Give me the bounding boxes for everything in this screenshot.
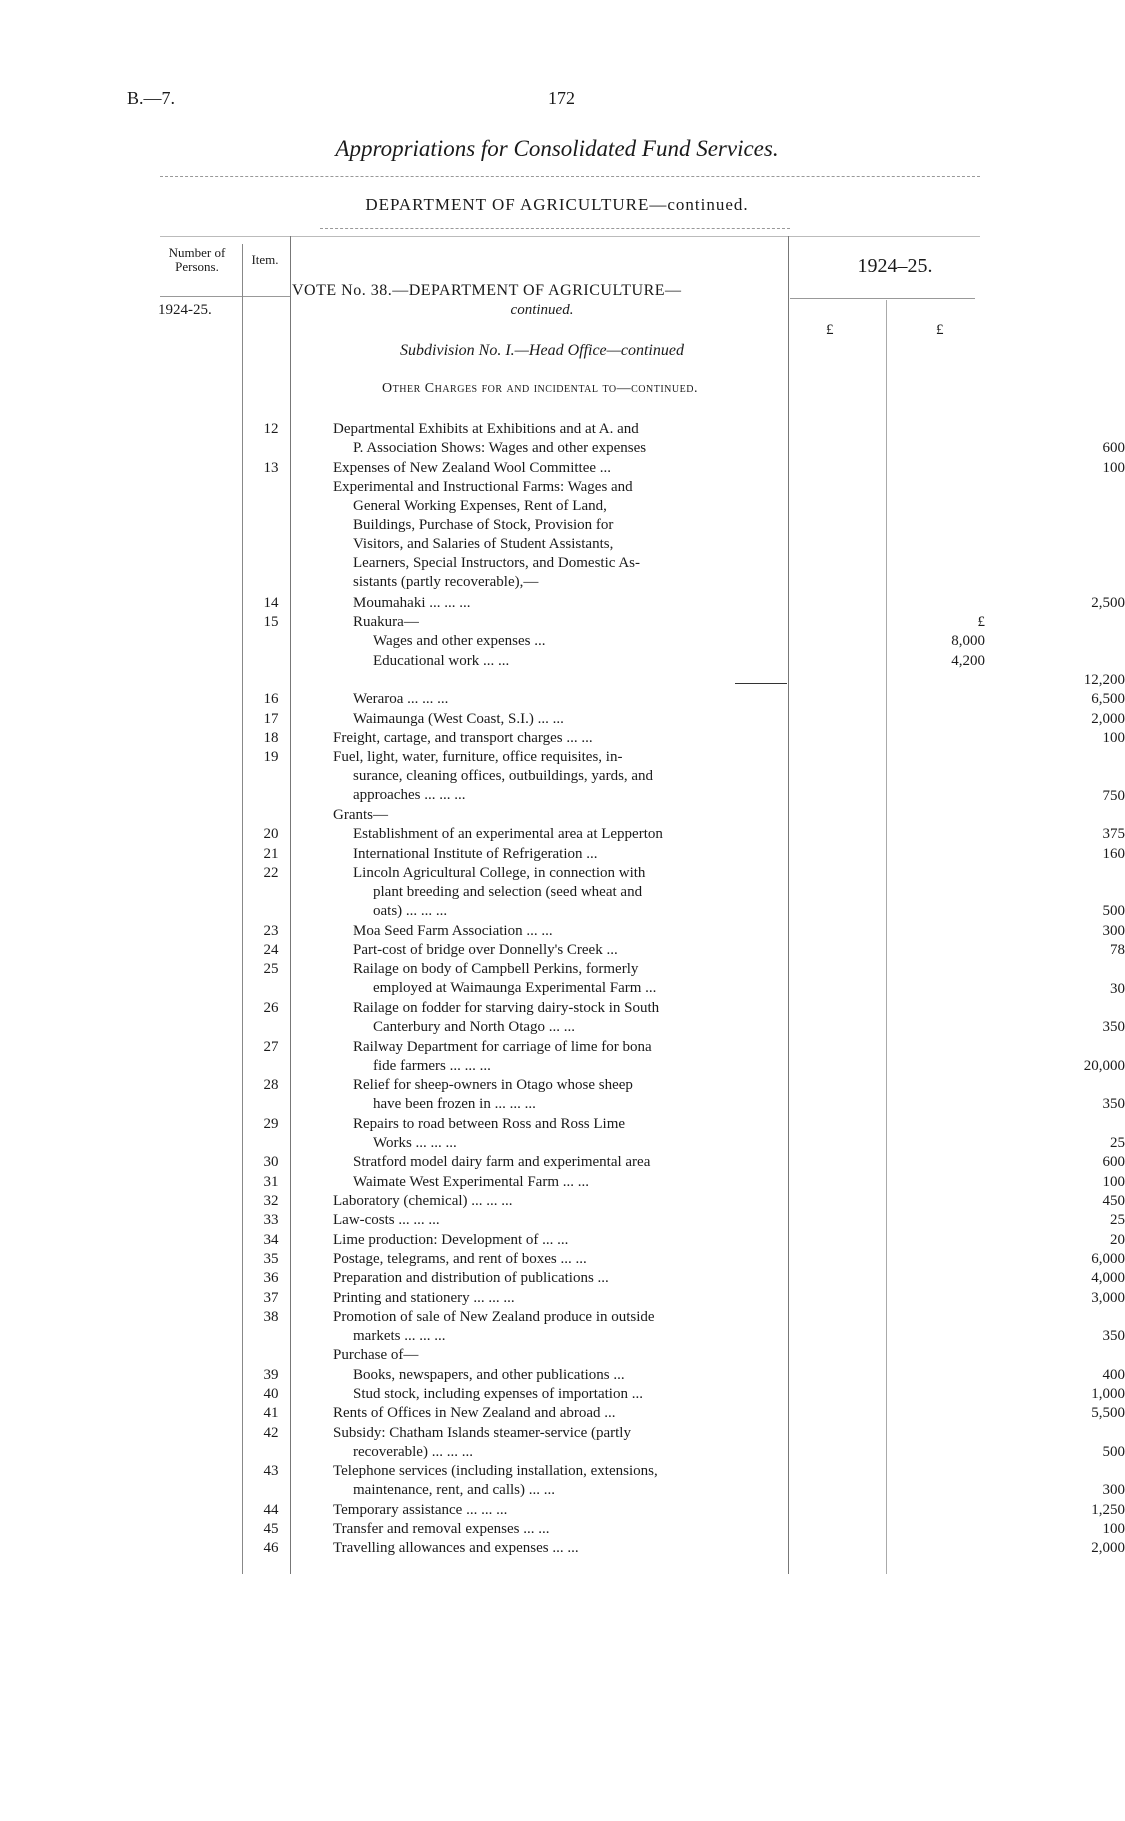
table-row — [255, 1385, 1125, 1404]
item-number: 20 — [263, 826, 279, 843]
item-number: 12 — [263, 421, 279, 437]
item-description — [333, 1153, 1043, 1172]
description-line: markets ... ... ... — [353, 1327, 446, 1344]
table-row — [255, 632, 1115, 651]
item-number: 34 — [263, 1231, 279, 1248]
description-line: Printing and stationery ... ... ... — [333, 1289, 515, 1306]
table-row — [255, 690, 1125, 709]
column-rule — [242, 244, 243, 1574]
table-row — [255, 478, 1115, 594]
item-description — [333, 1289, 1043, 1308]
item-number: 31 — [263, 1173, 279, 1190]
table-row — [255, 1250, 1125, 1269]
amount: 30 — [1110, 980, 1125, 997]
item-number: 36 — [263, 1270, 279, 1287]
item-description — [333, 1385, 1043, 1404]
table-row — [255, 1173, 1125, 1192]
sub-amount: 4,200 — [951, 652, 985, 669]
description-line: approaches ... ... ... — [353, 787, 466, 804]
table-row — [255, 825, 1125, 844]
item-description — [333, 864, 1043, 921]
item-description — [333, 1115, 1043, 1153]
item-number: 39 — [263, 1366, 279, 1383]
item-number: 46 — [263, 1540, 279, 1557]
table-row — [255, 1308, 1125, 1347]
amount: 2,000 — [1091, 1540, 1125, 1557]
item-description — [333, 420, 1043, 458]
description-line: Ruakura— — [353, 614, 419, 630]
vote-heading: VOTE No. 38.—DEPARTMENT OF AGRICULTURE— — [292, 282, 682, 299]
description-line: Part-cost of bridge over Donnelly's Creek ... — [353, 942, 618, 959]
item-description — [333, 806, 1043, 825]
description-line: fide farmers ... ... ... — [373, 1057, 491, 1074]
description-line: surance, cleaning offices, outbuildings, yards, and — [353, 768, 654, 785]
item-number: 44 — [263, 1501, 279, 1518]
table-row — [255, 420, 1125, 459]
department-heading: DEPARTMENT OF AGRICULTURE—continued. — [365, 195, 749, 214]
table-row — [255, 1520, 1125, 1539]
table-row — [255, 1539, 1125, 1558]
amount: 450 — [1102, 1193, 1125, 1209]
divider — [320, 228, 790, 229]
pound-header-2: £ — [936, 322, 944, 338]
item-number: 15 — [263, 614, 279, 630]
table-row — [255, 671, 1125, 690]
item-number: 43 — [263, 1463, 279, 1480]
table-row — [255, 1153, 1125, 1172]
amount: 100 — [1102, 1521, 1125, 1538]
item-number: 38 — [263, 1308, 279, 1325]
subtotal-rule — [735, 683, 787, 684]
item-number: 14 — [263, 594, 279, 611]
amount: 6,500 — [1091, 691, 1125, 708]
item-number: 16 — [263, 691, 279, 708]
description-line: Learners, Special Instructors, and Domestic As- — [353, 554, 640, 571]
description-line: General Working Expenses, Rent of Land, — [353, 497, 607, 514]
amount: 5,500 — [1091, 1405, 1125, 1422]
table-row — [255, 1289, 1125, 1308]
table-row — [255, 941, 1125, 960]
item-description — [333, 825, 1043, 844]
table-row — [255, 1501, 1125, 1520]
description-line: Grants— — [333, 807, 388, 823]
item-description — [333, 999, 1043, 1037]
description-line: Freight, cartage, and transport charges ... ... — [333, 729, 593, 746]
item-description — [333, 1076, 1043, 1114]
table-row — [255, 729, 1125, 748]
item-number: 42 — [263, 1424, 279, 1441]
description-line: Experimental and Instructional Farms: Wages and — [333, 478, 633, 495]
description-line: Rents of Offices in New Zealand and abroad ... — [333, 1405, 616, 1422]
table-row — [255, 613, 1115, 632]
description-line: Works ... ... ... — [373, 1134, 457, 1151]
description-line: Transfer and removal expenses ... ... — [333, 1521, 550, 1538]
description-line: Establishment of an experimental area at Lepperton — [353, 826, 663, 843]
table-row — [255, 1366, 1125, 1385]
divider — [160, 236, 980, 237]
pound-header-1: £ — [826, 322, 834, 338]
amount: 3,000 — [1091, 1289, 1125, 1306]
table-row — [255, 1192, 1125, 1211]
item-description — [333, 748, 1043, 805]
page-title: Appropriations for Consolidated Fund Services. — [335, 136, 779, 161]
table-row — [255, 1462, 1125, 1501]
description-line: Lincoln Agricultural College, in connection with — [353, 864, 646, 881]
description-line: Laboratory (chemical) ... ... ... — [333, 1193, 513, 1209]
amount: 4,000 — [1091, 1270, 1125, 1287]
description-line: Promotion of sale of New Zealand produce in outside — [333, 1308, 655, 1325]
amount: 78 — [1110, 942, 1125, 959]
amount: 375 — [1102, 826, 1125, 843]
description-line: recoverable) ... ... ... — [353, 1443, 473, 1460]
table-row — [255, 1115, 1125, 1154]
item-description — [333, 690, 1043, 709]
item-number: 22 — [263, 864, 279, 881]
table-row — [255, 1404, 1125, 1423]
item-description — [333, 1192, 1043, 1211]
amount: 100 — [1102, 729, 1125, 746]
table-row — [255, 864, 1125, 922]
table-row — [255, 1211, 1125, 1230]
amount: 1,250 — [1091, 1501, 1125, 1518]
description-line: employed at Waimaunga Experimental Farm ... — [373, 980, 657, 997]
item-column-header: Item. — [251, 252, 279, 267]
description-line: Telephone services (including installation, extensions, — [333, 1463, 658, 1480]
year-column-header: 1924–25. — [857, 255, 933, 277]
item-description — [333, 1346, 1043, 1365]
amount: 500 — [1102, 1443, 1125, 1460]
amount: 12,200 — [1083, 671, 1125, 688]
item-description — [333, 671, 1043, 690]
table-row — [255, 594, 1125, 613]
item-number: 45 — [263, 1521, 279, 1538]
description-line: Weraroa ... ... ... — [353, 691, 449, 708]
item-description — [333, 1404, 1043, 1423]
description-line: Wages and other expenses ... — [373, 633, 546, 650]
item-description — [333, 1501, 1043, 1520]
page-number: 172 — [548, 88, 575, 108]
amount: 6,000 — [1091, 1250, 1125, 1267]
amount: 500 — [1102, 903, 1125, 920]
divider — [160, 176, 980, 177]
item-description — [333, 594, 1043, 613]
description-line: Books, newspapers, and other publications ... — [353, 1366, 625, 1383]
amount: 25 — [1110, 1212, 1125, 1229]
description-line: Buildings, Purchase of Stock, Provision for — [353, 516, 614, 533]
description-line: Repairs to road between Ross and Ross Lime — [353, 1115, 626, 1132]
amount: 400 — [1102, 1366, 1125, 1383]
persons-year-header: 1924-25. — [158, 302, 212, 318]
description-line: Subsidy: Chatham Islands steamer-service (partly — [333, 1424, 631, 1441]
item-number: 18 — [263, 729, 279, 746]
table-row — [255, 806, 1115, 825]
description-line: Educational work ... ... — [373, 652, 510, 669]
table-row — [255, 845, 1125, 864]
description-line: Temporary assistance ... ... ... — [333, 1501, 508, 1518]
subdivision-heading — [292, 342, 792, 360]
table-row — [255, 1424, 1125, 1463]
table-row — [255, 999, 1125, 1038]
divider — [790, 298, 975, 299]
divider — [160, 296, 290, 297]
item-number: 21 — [263, 845, 279, 862]
amount: 100 — [1102, 1173, 1125, 1190]
subdivision-label: Subdivision No. I.—Head Office—continued — [400, 342, 684, 359]
description-line: oats) ... ... ... — [373, 902, 448, 919]
description-line: P. Association Shows: Wages and other expenses — [353, 440, 647, 456]
item-description — [333, 1520, 1043, 1539]
item-description — [333, 1231, 1043, 1250]
table-row — [255, 748, 1125, 806]
item-number: 24 — [263, 942, 279, 959]
description-line: Moumahaki ... ... ... — [353, 594, 471, 611]
item-number: 17 — [263, 710, 279, 727]
item-description — [333, 922, 1043, 941]
item-description — [333, 1308, 1043, 1346]
description-line: Railage on fodder for starving dairy-stock in South — [353, 1000, 660, 1016]
description-line: maintenance, rent, and calls) ... ... — [353, 1482, 556, 1499]
amount: 350 — [1102, 1328, 1125, 1345]
table-row — [255, 922, 1125, 941]
item-description — [333, 1366, 1043, 1385]
item-description — [333, 1424, 1043, 1462]
item-description — [333, 1462, 1043, 1500]
description-line: Moa Seed Farm Association ... ... — [353, 922, 553, 939]
persons-column-header: Number of Persons. — [168, 245, 226, 274]
description-line: Stud stock, including expenses of importation ... — [353, 1386, 643, 1402]
amount: 300 — [1102, 1482, 1125, 1499]
item-number: 28 — [263, 1077, 279, 1094]
description-line: Stratford model dairy farm and experimental area — [353, 1154, 651, 1171]
description-line: sistants (partly recoverable),— — [353, 573, 539, 590]
description-line: International Institute of Refrigeration ... — [353, 845, 598, 862]
item-description — [333, 1250, 1043, 1269]
table-row — [255, 710, 1125, 729]
item-description — [333, 960, 1043, 998]
description-line: Railway Department for carriage of lime for bona — [353, 1038, 652, 1055]
item-number: 19 — [263, 749, 279, 766]
item-description — [333, 941, 1043, 960]
description-line: plant breeding and selection (seed wheat and — [373, 883, 643, 900]
description-line: Law-costs ... ... ... — [333, 1212, 440, 1229]
description-line: Fuel, light, water, furniture, office requisites, in- — [333, 749, 623, 766]
document-reference: B.—7. — [127, 88, 176, 108]
item-description — [333, 1173, 1043, 1192]
table-row — [255, 960, 1125, 999]
amount: 20,000 — [1083, 1057, 1125, 1074]
item-number: 26 — [263, 1000, 279, 1016]
description-line — [333, 671, 1043, 690]
amount: 1,000 — [1091, 1386, 1125, 1402]
amount: 160 — [1102, 845, 1125, 862]
item-number: 29 — [263, 1115, 279, 1132]
item-description — [333, 845, 1043, 864]
description-line: Travelling allowances and expenses ... ... — [333, 1540, 579, 1557]
description-line: Expenses of New Zealand Wool Committee ... — [333, 459, 612, 476]
amount: 25 — [1110, 1135, 1125, 1152]
description-line: Railage on body of Campbell Perkins, formerly — [353, 961, 639, 978]
table-row — [255, 652, 1115, 671]
item-description — [333, 1539, 1043, 1558]
amount: 20 — [1110, 1231, 1125, 1248]
item-number: 41 — [263, 1405, 279, 1422]
description-line: Waimaunga (West Coast, S.I.) ... ... — [353, 710, 564, 727]
amount: 300 — [1102, 922, 1125, 939]
item-number: 13 — [263, 459, 279, 476]
description-line: Lime production: Development of ... ... — [333, 1231, 569, 1248]
item-description — [333, 710, 1043, 729]
description-line: Postage, telegrams, and rent of boxes ... ... — [333, 1250, 587, 1267]
item-number: 30 — [263, 1154, 279, 1171]
table-row — [255, 1269, 1125, 1288]
amount: 750 — [1102, 787, 1125, 804]
table-row — [255, 1346, 1115, 1365]
item-number: 35 — [263, 1250, 279, 1267]
amount: 600 — [1102, 1154, 1125, 1171]
amount: 2,500 — [1091, 594, 1125, 611]
item-number: 23 — [263, 922, 279, 939]
description-line: have been frozen in ... ... ... — [373, 1096, 536, 1113]
amount: 100 — [1102, 459, 1125, 476]
description-line: Departmental Exhibits at Exhibitions and at A. and — [333, 421, 639, 437]
table-row — [255, 1231, 1125, 1250]
description-line: Purchase of— — [333, 1347, 419, 1364]
table-row — [255, 459, 1125, 478]
item-number: 32 — [263, 1193, 279, 1209]
amount: 350 — [1102, 1096, 1125, 1113]
item-number: 27 — [263, 1038, 279, 1055]
item-description — [333, 1211, 1043, 1230]
description-line: Canterbury and North Otago ... ... — [373, 1019, 576, 1035]
item-description — [333, 1038, 1043, 1076]
item-number: 37 — [263, 1289, 279, 1306]
item-description — [333, 478, 1043, 592]
other-charges-heading: Other Charges for and incidental to—continued. — [382, 381, 698, 396]
item-number: 25 — [263, 961, 279, 978]
table-row — [255, 1038, 1125, 1077]
item-description — [333, 1269, 1043, 1288]
amount: 350 — [1102, 1019, 1125, 1036]
description-line: Preparation and distribution of publications ... — [333, 1270, 609, 1287]
description-line: Waimate West Experimental Farm ... ... — [353, 1173, 589, 1190]
sub-amount: 8,000 — [951, 633, 985, 650]
vote-continued: continued. — [510, 302, 574, 318]
item-number: 40 — [263, 1386, 279, 1402]
description-line: Visitors, and Salaries of Student Assistants, — [353, 535, 614, 552]
item-description — [333, 459, 1043, 478]
table-row — [255, 1076, 1125, 1115]
amount: 600 — [1102, 440, 1125, 457]
amount: 2,000 — [1091, 710, 1125, 727]
sub-amount: £ — [977, 614, 985, 630]
item-description — [333, 729, 1043, 748]
item-number: 33 — [263, 1212, 279, 1229]
description-line: Relief for sheep-owners in Otago whose sheep — [353, 1077, 633, 1094]
